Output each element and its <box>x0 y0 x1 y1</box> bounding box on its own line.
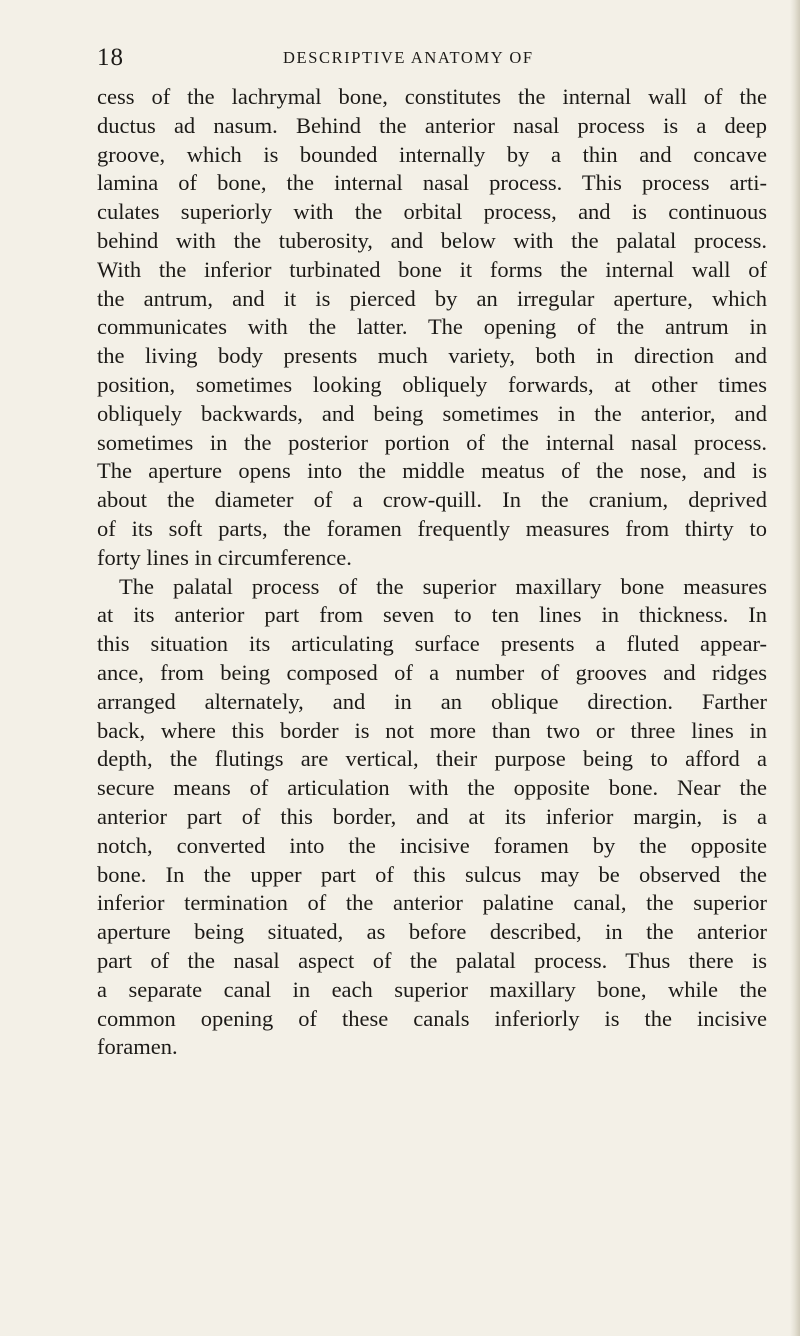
text-line: lamina of bone, the internal nasal process. This process arti- <box>97 170 767 196</box>
text-line: back, where this border is not more than two or three lines in <box>97 717 767 743</box>
text-line: ance, from being composed of a number of grooves and ridges <box>97 659 767 685</box>
text-line: about the diameter of a crow-quill. In the cranium, deprived <box>97 487 767 513</box>
text-line: bone. In the upper part of this sulcus may be observed the <box>97 861 767 887</box>
text-line: position, sometimes looking obliquely forwards, at other times <box>97 371 767 397</box>
text-line: foramen. <box>97 1034 178 1060</box>
text-line: The aperture opens into the middle meatus of the nose, and is <box>97 458 767 484</box>
page-edge-shadow <box>790 0 800 1336</box>
text-line: at its anterior part from seven to ten lines in thickness. In <box>97 602 767 628</box>
text-line: anterior part of this border, and at its inferior margin, is a <box>97 803 767 829</box>
text-line: sometimes in the posterior portion of the internal nasal process. <box>97 429 767 455</box>
text-line: the antrum, and it is pierced by an irregular aperture, which <box>97 285 767 311</box>
text-line: aperture being situated, as before described, in the anterior <box>97 919 767 945</box>
text-line: inferior termination of the anterior palatine canal, the superior <box>97 890 767 916</box>
text-line: ductus ad nasum. Behind the anterior nasal process is a deep <box>97 112 767 138</box>
page-header <box>97 44 742 74</box>
text-line: part of the nasal aspect of the palatal process. Thus there is <box>97 947 767 973</box>
text-line: the living body presents much variety, both in direction and <box>97 343 767 369</box>
text-line: forty lines in circumference. <box>97 544 352 570</box>
text-line: communicates with the latter. The opening of the antrum in <box>97 314 767 340</box>
text-line: arranged alternately, and in an oblique direction. Farther <box>97 688 767 714</box>
page-number: 18 <box>97 44 124 71</box>
text-line: behind with the tuberosity, and below with the palatal process. <box>97 227 767 253</box>
text-line: this situation its articulating surface presents a fluted appear- <box>97 631 767 657</box>
text-line: a separate canal in each superior maxillary bone, while the <box>97 976 767 1002</box>
text-line: common opening of these canals inferiorly is the incisive <box>97 1005 767 1031</box>
text-line: notch, converted into the incisive foramen by the opposite <box>97 832 767 858</box>
text-line: groove, which is bounded internally by a thin and concave <box>97 141 767 167</box>
text-line: secure means of articulation with the opposite bone. Near the <box>97 775 767 801</box>
body-text <box>97 83 767 1062</box>
running-head: DESCRIPTIVE ANATOMY OF <box>283 48 534 67</box>
text-line: cess of the lachrymal bone, constitutes the internal wall of the <box>97 84 767 109</box>
text-line: culates superiorly with the orbital process, and is continuous <box>97 199 767 225</box>
text-line: The palatal process of the superior maxillary bone measures <box>119 573 767 599</box>
text-line: With the inferior turbinated bone it forms the internal wall of <box>97 256 767 282</box>
text-line: depth, the flutings are vertical, their purpose being to afford a <box>97 746 767 772</box>
text-line: of its soft parts, the foramen frequently measures from thirty to <box>97 515 767 541</box>
text-line: obliquely backwards, and being sometimes in the anterior, and <box>97 400 767 426</box>
